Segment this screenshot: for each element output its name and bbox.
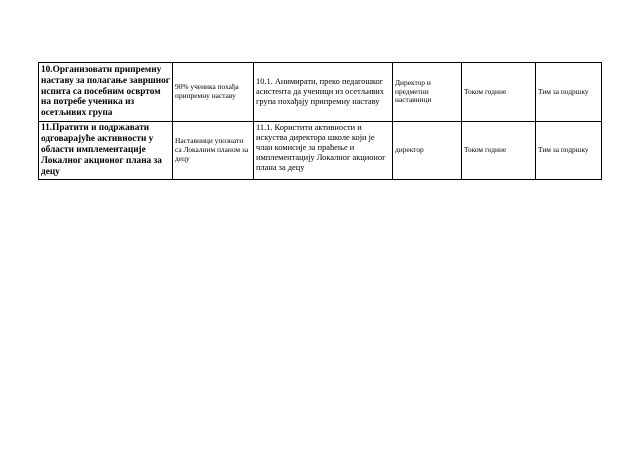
table-row — [39, 122, 602, 180]
indicator-cell: 90% ученика похађа припремну наставу — [173, 63, 254, 122]
timeframe-cell: Током године — [462, 122, 536, 180]
table-row — [39, 63, 602, 122]
timeframe-cell: Током године — [462, 63, 536, 122]
responsible-cell: директор — [393, 122, 462, 180]
goal-cell: 11.Пратити и подржавати одговарајуће активности у области имплементације Локалног акционог плана за децу — [39, 122, 173, 180]
activity-cell: 10.1. Анимирати, преко педагошког асистента да ученици из осетљивих група похађају припремну наставу — [254, 63, 393, 122]
support-cell: Тим за подршку — [536, 63, 602, 122]
support-cell: Тим за подршку — [536, 122, 602, 180]
action-plan-table — [38, 62, 602, 180]
goal-cell: 10.Организовати припремну наставу за полагање завршног испита са посебним освртом на потребе ученика из осетљивих група — [39, 63, 173, 122]
activity-cell: 11.1. Користити активности и искуства директора школе који је члан комисије за праћење и имплементацију Локалног акционог плана за децу — [254, 122, 393, 180]
responsible-cell: Директор и предметни наставници — [393, 63, 462, 122]
indicator-cell: Наставници упознати са Локалним планом за децу — [173, 122, 254, 180]
